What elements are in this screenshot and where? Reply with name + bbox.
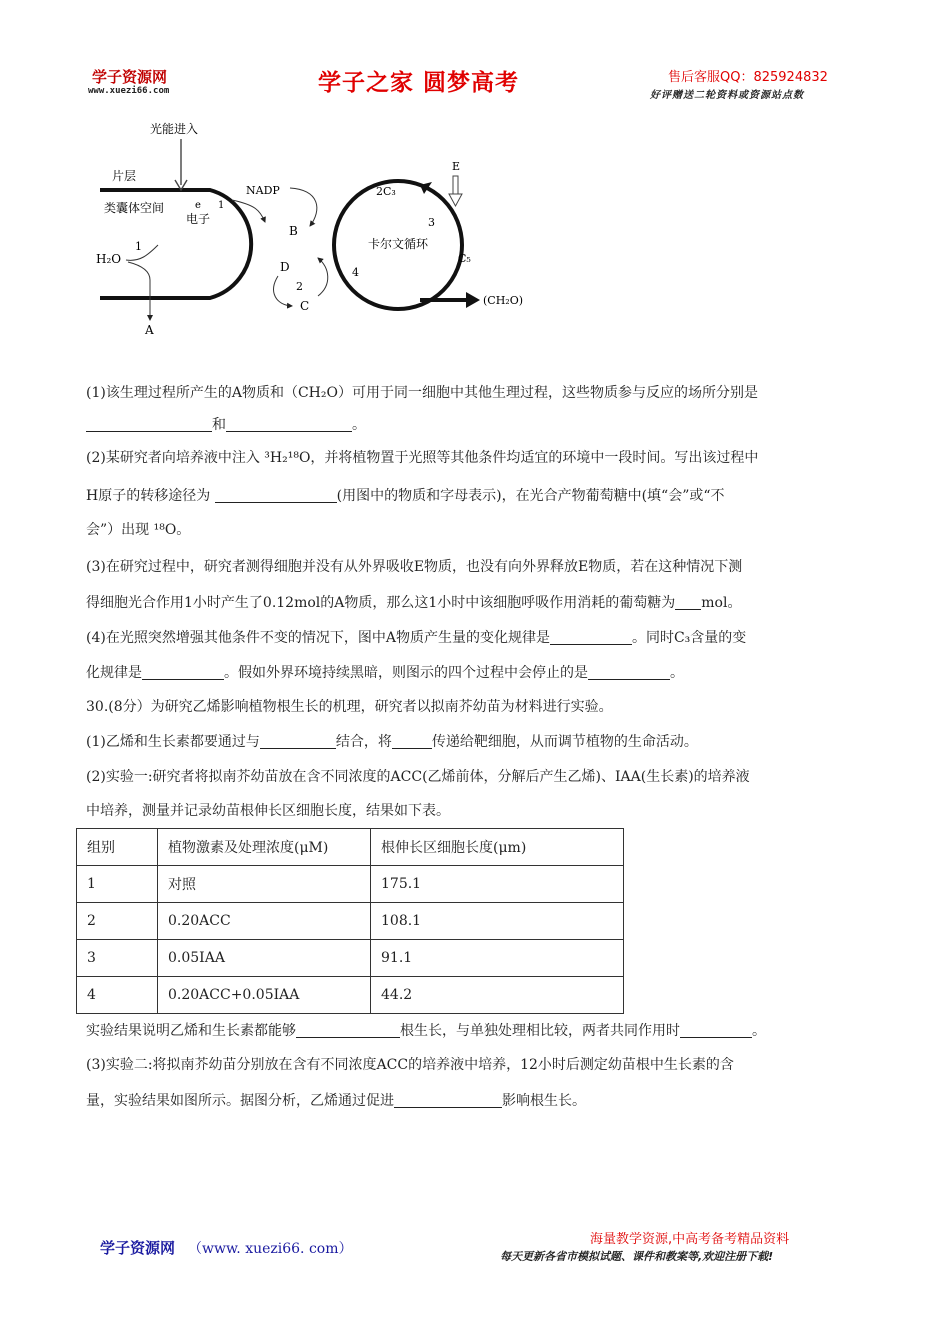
q1-line1: (1)该生理过程所产生的A物质和（CH₂O）可用于同一细胞中其他生理过程，这些物质参与反应的场所分别是 [86, 385, 758, 401]
footer-tagline: 每天更新各省市模拟试题、课件和教案等,欢迎注册下载! [500, 1250, 774, 1263]
q3-line1: (3)在研究过程中，研究者测得细胞并没有从外界吸收E物质，也没有向外界释放E物质，若在这种情况下测 [86, 559, 743, 575]
answer-blank[interactable] [226, 415, 352, 432]
q2-line1: (2)某研究者向培养液中注入 ³H₂¹⁸O，并将植物置于光照等其他条件均适宜的环境中一段时间。写出该过程中 [86, 450, 759, 466]
answer-blank[interactable] [215, 486, 337, 503]
c3-label: 2C₃ [376, 185, 396, 198]
answer-blank[interactable] [550, 628, 632, 645]
q30-3-line2: 量，实验结果如图所示。据图分析，乙烯通过促进 影响根生长。 [86, 1093, 586, 1109]
q3-line2: 得细胞光合作用1小时产生了0.12mol的A物质，那么这1小时中该细胞呼吸作用消耗的葡萄糖为 mol。 [86, 595, 742, 611]
service-qq: 售后客服QQ：825924832 [668, 70, 828, 85]
footer-logo[interactable]: 学子资源网 [100, 1239, 176, 1257]
q2-line3: 会”）出现 ¹⁸O。 [86, 522, 191, 538]
answer-blank[interactable] [296, 1021, 400, 1038]
lamella-label: 片层 [112, 169, 137, 183]
d-label: D [280, 260, 290, 274]
table-row [77, 977, 624, 1014]
table-cell: 108.1 [371, 903, 624, 940]
table-cell: 4 [77, 977, 158, 1014]
site-url[interactable]: www.xuezi66.com [88, 86, 170, 96]
results-table [76, 828, 624, 1014]
answer-blank[interactable] [260, 732, 336, 749]
table-cell: 0.20ACC+0.05IAA [158, 977, 371, 1014]
answer-blank[interactable] [588, 663, 670, 680]
answer-blank[interactable] [142, 663, 224, 680]
thylakoid-space-label: 类囊体空间 [104, 201, 165, 215]
step-1-label: 1 [135, 240, 142, 253]
b-label: B [289, 224, 298, 238]
answer-blank[interactable] [675, 593, 701, 610]
q1-line2: 和 。 [86, 414, 366, 434]
answer-blank[interactable] [394, 1091, 502, 1108]
q30-title: 30.(8分）为研究乙烯影响植物根生长的机理，研究者以拟南芥幼苗为材料进行实验。 [86, 699, 613, 715]
table-row [77, 866, 624, 903]
q4-line2: 化规律是 。假如外界环境持续黑暗，则图示的四个过程中会停止的是 。 [86, 665, 684, 681]
q4-line1: (4)在光照突然增强其他条件不变的情况下，图中A物质产生量的变化规律是 。同时C₃含量的变 [86, 630, 747, 646]
table-cell: 0.20ACC [158, 903, 371, 940]
table-cell: 0.05IAA [158, 940, 371, 977]
table-header: 组别 [77, 829, 158, 866]
nadp-label: NADP [246, 184, 280, 197]
q2-line2: H原子的转移途径为 (用图中的物质和字母表示)，在光合产物葡萄糖中(填“会”或“不 [86, 488, 725, 504]
result-line: 实验结果说明乙烯和生长素都能够 根生长，与单独处理相比较，两者共同作用时 。 [86, 1023, 766, 1039]
table-cell: 对照 [158, 866, 371, 903]
electron-label: 电子 [186, 212, 211, 226]
banner-title: 学子之家 圆梦高考 [318, 70, 520, 96]
footer-slogan: 海量教学资源,中高考备考精品资料 [590, 1232, 790, 1247]
q30-2-line1: (2)实验一:研究者将拟南芥幼苗放在含不同浓度的ACC(乙烯前体，分解后产生乙烯)、IAA(生长素)的培养液 [86, 769, 750, 785]
table-cell: 44.2 [371, 977, 624, 1014]
step-2-label: 2 [296, 280, 303, 293]
table-header-row [77, 829, 624, 866]
step-1b-label: 1 [218, 200, 225, 211]
table-header: 植物激素及处理浓度(μM) [158, 829, 371, 866]
table-row [77, 940, 624, 977]
q30-2-line2: 中培养，测量并记录幼苗根伸长区细胞长度，结果如下表。 [86, 803, 450, 819]
answer-blank[interactable] [86, 415, 212, 432]
table-row [77, 903, 624, 940]
light-in-label: 光能进入 [150, 122, 199, 136]
table-header: 根伸长区细胞长度(μm) [371, 829, 624, 866]
promo-text: 好评赠送二轮资料或资源站点数 [650, 90, 804, 101]
site-logo[interactable]: 学子资源网 [92, 68, 168, 86]
table-cell: 91.1 [371, 940, 624, 977]
step-4-label: 4 [352, 266, 359, 279]
table-cell: 3 [77, 940, 158, 977]
answer-blank[interactable] [680, 1021, 752, 1038]
table-cell: 2 [77, 903, 158, 940]
electron-e-label: e [195, 200, 201, 211]
step-3-label: 3 [428, 216, 435, 229]
ch2o-label: (CH₂O) [483, 294, 524, 307]
c5-label: C₅ [458, 252, 471, 265]
e-label: E [452, 160, 461, 173]
table-cell: 175.1 [371, 866, 624, 903]
a-label: A [145, 323, 154, 337]
calvin-label: 卡尔文循环 [368, 237, 429, 251]
h2o-label: H₂O [96, 252, 122, 266]
q30-3-line1: (3)实验二:将拟南芥幼苗分别放在含有不同浓度ACC的培养液中培养，12小时后测定幼苗根中生长素的含 [86, 1057, 734, 1073]
answer-blank[interactable] [392, 732, 432, 749]
photosynthesis-diagram [0, 0, 950, 360]
table-cell: 1 [77, 866, 158, 903]
c-label: C [300, 299, 310, 313]
footer-url[interactable]: （www. xuezi66. com） [188, 1241, 353, 1257]
q30-1: (1)乙烯和生长素都要通过与 结合，将 传递给靶细胞，从而调节植物的生命活动。 [86, 734, 698, 750]
